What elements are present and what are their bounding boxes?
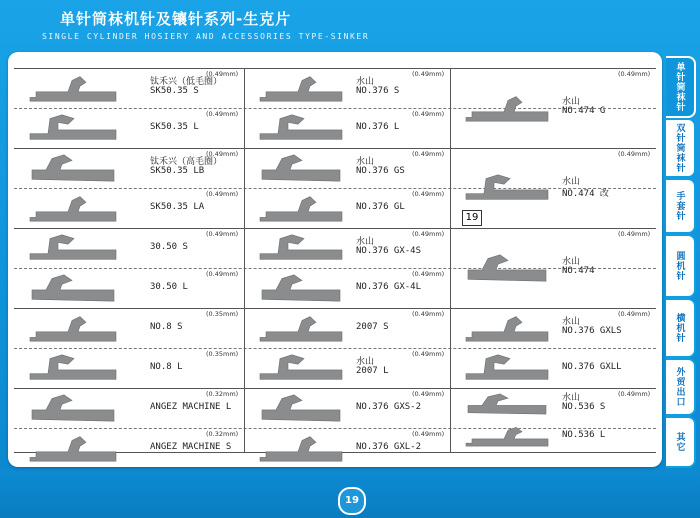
model-label: NO.474 改 bbox=[562, 189, 609, 199]
model-label: ANGEZ MACHINE L bbox=[150, 402, 232, 412]
thickness-spec: (0.49mm) bbox=[412, 350, 445, 358]
thickness-spec: (0.49mm) bbox=[206, 230, 239, 238]
product-cell bbox=[14, 308, 244, 348]
sinker-image bbox=[464, 351, 552, 385]
product-cell bbox=[450, 308, 656, 348]
product-cell bbox=[14, 108, 244, 148]
product-cell bbox=[244, 68, 450, 108]
category-tab[interactable]: 双针筒袜针 bbox=[666, 118, 696, 178]
model-label: NO.376 GXS-2 bbox=[356, 402, 422, 412]
brand-label: 水山 bbox=[562, 393, 581, 403]
model-label: NO.8 S bbox=[150, 322, 183, 332]
model-label: NO.474 bbox=[562, 266, 595, 276]
product-cell bbox=[14, 228, 244, 268]
product-cell bbox=[14, 68, 244, 108]
thickness-spec: (0.49mm) bbox=[206, 190, 239, 198]
sinker-image bbox=[258, 231, 346, 265]
product-cell bbox=[450, 388, 656, 420]
sinker-image bbox=[258, 111, 346, 145]
product-cell bbox=[450, 420, 656, 452]
page-title: 单针筒袜机针及镶针系列-生克片 bbox=[60, 10, 292, 28]
model-label: SK50.35 LA bbox=[150, 202, 205, 212]
sinker-image bbox=[28, 111, 120, 145]
category-tab[interactable]: 圆机针 bbox=[666, 234, 696, 298]
sinker-image bbox=[464, 311, 552, 345]
sinker-image bbox=[464, 391, 552, 417]
category-tab[interactable]: 横机针 bbox=[666, 298, 696, 358]
model-label: 2007 S bbox=[356, 322, 389, 332]
product-cell bbox=[450, 68, 656, 148]
sinker-image bbox=[258, 271, 346, 305]
thickness-spec: (0.32mm) bbox=[206, 390, 239, 398]
brand-label: 水山 bbox=[356, 77, 375, 87]
product-cell bbox=[14, 268, 244, 308]
thickness-spec: (0.32mm) bbox=[206, 430, 239, 438]
page-number: 19 bbox=[338, 487, 366, 515]
sinker-image bbox=[258, 311, 346, 345]
brand-label: 钛禾兴（低毛圈） bbox=[150, 77, 223, 87]
product-cell bbox=[14, 388, 244, 428]
product-cell bbox=[244, 428, 450, 468]
thickness-spec: (0.49mm) bbox=[618, 70, 651, 78]
thickness-spec: (0.49mm) bbox=[412, 230, 445, 238]
brand-label: 水山 bbox=[562, 317, 581, 327]
product-cell bbox=[244, 148, 450, 188]
brand-label: 水山 bbox=[562, 177, 581, 187]
product-cell bbox=[14, 148, 244, 188]
product-cell bbox=[244, 388, 450, 428]
brand-label: 水山 bbox=[356, 157, 375, 167]
page-subtitle: SINGLE CYLINDER HOSIERY AND ACCESSORIES TYPE-SINKER bbox=[42, 32, 370, 41]
model-label: NO.474 G bbox=[562, 106, 606, 116]
product-cell bbox=[244, 188, 450, 228]
sinker-image bbox=[28, 271, 120, 305]
product-cell bbox=[14, 348, 244, 388]
thickness-spec: (0.49mm) bbox=[412, 430, 445, 438]
category-tab[interactable]: 单针筒袜针 bbox=[666, 56, 696, 118]
sinker-image bbox=[258, 71, 346, 105]
sinker-image bbox=[28, 151, 120, 185]
brand-label: 钛禾兴（高毛圈） bbox=[150, 157, 223, 167]
sinker-image bbox=[28, 351, 120, 385]
category-tab[interactable]: 其它 bbox=[666, 416, 696, 468]
brand-label: 水山 bbox=[356, 357, 375, 367]
model-label: 30.50 L bbox=[150, 282, 188, 292]
sinker-image bbox=[258, 391, 346, 425]
thickness-spec: (0.49mm) bbox=[206, 70, 239, 78]
model-label: NO.376 GXLL bbox=[562, 362, 622, 372]
product-cell bbox=[244, 308, 450, 348]
sinker-image bbox=[464, 251, 552, 285]
thickness-spec: (0.49mm) bbox=[412, 390, 445, 398]
model-label: NO.376 GXL-2 bbox=[356, 442, 422, 452]
sinker-image bbox=[258, 151, 346, 185]
brand-label: 水山 bbox=[562, 97, 581, 107]
product-cell bbox=[244, 268, 450, 308]
model-label: 2007 L bbox=[356, 366, 389, 376]
model-label: NO.376 GS bbox=[356, 166, 405, 176]
thickness-spec: (0.49mm) bbox=[618, 230, 651, 238]
thickness-spec: (0.35mm) bbox=[206, 310, 239, 318]
product-cell bbox=[244, 228, 450, 268]
sinker-image bbox=[28, 391, 120, 425]
sinker-image bbox=[28, 71, 120, 105]
model-label: NO.8 L bbox=[150, 362, 183, 372]
brand-label: 水山 bbox=[562, 257, 581, 267]
product-grid bbox=[14, 68, 656, 452]
category-tab[interactable]: 手套针 bbox=[666, 178, 696, 234]
product-cell bbox=[14, 188, 244, 228]
thickness-spec: (0.49mm) bbox=[618, 310, 651, 318]
product-cell bbox=[244, 348, 450, 388]
product-cell bbox=[14, 428, 244, 468]
model-label: NO.536 L bbox=[562, 430, 606, 440]
sinker-image bbox=[464, 91, 552, 125]
thickness-spec: (0.35mm) bbox=[206, 350, 239, 358]
thickness-spec: (0.49mm) bbox=[412, 70, 445, 78]
product-cell bbox=[450, 348, 656, 388]
model-label: NO.376 GX-4L bbox=[356, 282, 422, 292]
sinker-image bbox=[258, 351, 346, 385]
model-label: NO.376 GL bbox=[356, 202, 405, 212]
category-tab[interactable]: 外贸出口 bbox=[666, 358, 696, 416]
thickness-spec: (0.49mm) bbox=[206, 110, 239, 118]
sinker-image bbox=[28, 431, 120, 465]
page-box: 19 bbox=[462, 210, 482, 226]
model-label: NO.376 L bbox=[356, 122, 400, 132]
thickness-spec: (0.49mm) bbox=[412, 110, 445, 118]
sinker-image bbox=[28, 311, 120, 345]
model-label: NO.376 GX-4S bbox=[356, 246, 422, 256]
model-label: NO.536 S bbox=[562, 402, 606, 412]
model-label: NO.376 S bbox=[356, 86, 400, 96]
thickness-spec: (0.49mm) bbox=[618, 150, 651, 158]
brand-label: 水山 bbox=[356, 237, 375, 247]
sinker-image bbox=[258, 431, 346, 465]
model-label: SK50.35 L bbox=[150, 122, 199, 132]
thickness-spec: (0.49mm) bbox=[412, 310, 445, 318]
sinker-image bbox=[464, 171, 552, 205]
sinker-image bbox=[464, 423, 552, 449]
thickness-spec: (0.49mm) bbox=[618, 390, 651, 398]
model-label: ANGEZ MACHINE S bbox=[150, 442, 232, 452]
model-label: SK50.35 S bbox=[150, 86, 199, 96]
product-cell bbox=[244, 108, 450, 148]
thickness-spec: (0.49mm) bbox=[412, 150, 445, 158]
model-label: NO.376 GXLS bbox=[562, 326, 622, 336]
sinker-image bbox=[258, 191, 346, 225]
sinker-image bbox=[28, 191, 120, 225]
thickness-spec: (0.49mm) bbox=[412, 190, 445, 198]
sinker-image bbox=[28, 231, 120, 265]
model-label: 30.50 S bbox=[150, 242, 188, 252]
thickness-spec: (0.49mm) bbox=[206, 150, 239, 158]
thickness-spec: (0.49mm) bbox=[412, 270, 445, 278]
thickness-spec: (0.49mm) bbox=[206, 270, 239, 278]
model-label: SK50.35 LB bbox=[150, 166, 205, 176]
product-cell bbox=[450, 228, 656, 308]
